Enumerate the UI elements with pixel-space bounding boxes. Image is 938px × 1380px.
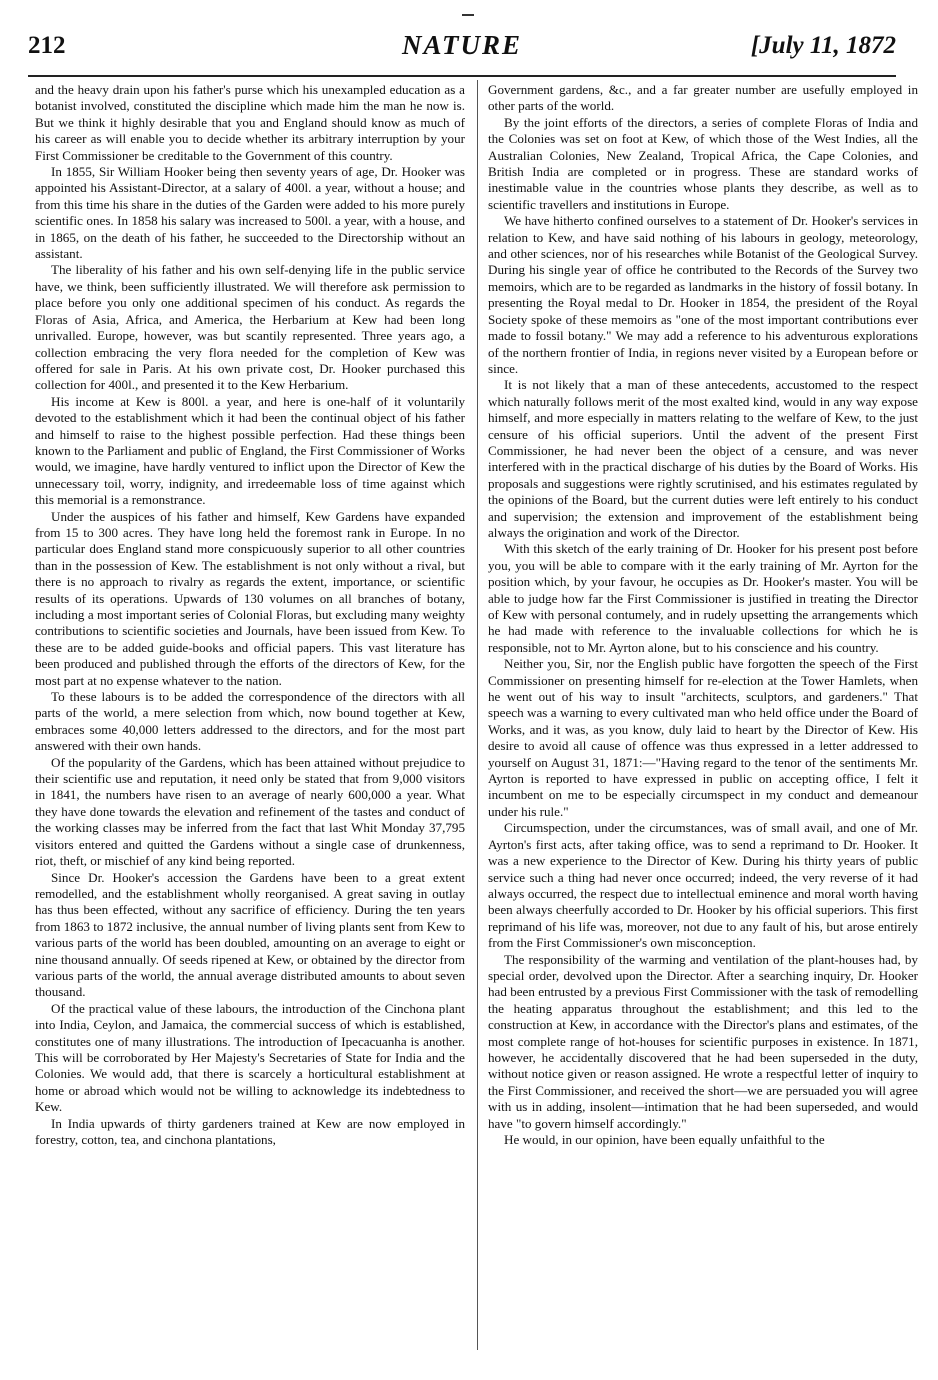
paragraph: In India upwards of thirty gardeners trained at Kew are now employed in forestry, cotton, tea, and cinchona plantations,	[35, 1115, 465, 1147]
paragraph: Circumspection, under the circumstances, was of small avail, and one of Mr. Ayrton's first acts, after taking office, was to send a reprimand to Dr. Hooker. It was a new experience to the Director of Kew. During his thirty years of public service such a thing had never once occurred; indeed, the very reverse of it had always occurred, the respect due to intellectual eminence and moral worth having been always cheerfully accorded to Dr. Hooker by his official superiors. This first reprimand of his life was, moreover, not due to any fault of his, but arose entirely from the First Commissioner's own misconception.	[488, 820, 918, 951]
paragraph: His income at Kew is 800l. a year, and here is one-half of it voluntarily devoted to the establishment which it had been the continual object of his father and himself to raise to the highest possible perfection. Had these things been known to the Parliament and public of England, the First Commissioner of Works would, we imagine, have hardly ventured to inflict upon the Director of Kew the unnecessary toil, worry, indignity, and irredeemable loss of time against which this memorial is a remonstrance.	[35, 393, 465, 508]
header-rule	[28, 75, 896, 77]
right-column	[488, 82, 918, 1148]
paragraph: To these labours is to be added the correspondence of the directors with all parts of the world, a mere selection from which, now bound together at Kew, embraces some 40,000 letters addressed to the directors, and for the most part answered with their own hands.	[35, 689, 465, 754]
column-divider	[477, 80, 478, 1350]
paragraph: We have hitherto confined ourselves to a statement of Dr. Hooker's services in relation to Kew, and have said nothing of his labours in geology, meteorology, and other sciences, nor of his researches while Botanist of the Geological Survey. During his single year of office he contributed to the Records of the Survey two memoirs, which are to be regarded as landmarks in the history of fossil botany. In presenting the Royal medal to Dr. Hooker in 1854, the president of the Royal Society spoke of these memoirs as "one of the most important contributions ever made to fossil botany." We may add a reference to his adventurous explorations of the northern frontier of India, in regions never visited by a European before or since.	[488, 213, 918, 376]
paragraph: It is not likely that a man of these antecedents, accustomed to the respect which naturally follows merit of the most exalted kind, would in any way expose himself, and more especially in matters relating to the welfare of Kew, to the just censure of his official superiors. Until the advent of the present First Commissioner, he had never been the object of a censure, and was never interfered with in the practical discharge of his duties by the Board of Works. His proposals and suggestions were rightly scrutinised, and his estimates regulated by the opinions of the Board, but the current duties were left entirely to his conduct and supervision; the extension and improvement of the establishment being always the origination and work of the Director.	[488, 377, 918, 540]
paragraph: The liberality of his father and his own self-denying life in the public service have, we think, been sufficiently illustrated. We will therefore ask permission to place before you only one additional specimen of his conduct. As regards the Floras of Asia, Africa, and America, the Herbarium at Kew had been long unrivalled. Europe, however, was but scantily represented. Three years ago, a collection embracing the very flora needed for the completion of Kew was offered for sale in Paris. At his own private cost, Dr. Hooker purchased this collection for 400l., and presented it to the Kew Herbarium.	[35, 262, 465, 393]
journal-title: NATURE	[401, 30, 523, 60]
paragraph: Neither you, Sir, nor the English public have forgotten the speech of the First Commissioner on presenting himself for re-election at the Tower Hamlets, when he went out of his way to insult "architects, sculptors, and gardeners." That speech was a warning to every cultivated man who held office under the Board of Works, and it was, as you know, duly laid to heart by the Director of Kew. His desire to avoid all cause of offence was thus expressed in a letter addressed to yourself on August 31, 1871:—"Having regard to the tenor of the sentiments Mr. Ayrton is reported to have expressed in public on accepting office, I felt it incumbent on me to be especially circumspect in my conduct and demeanour under his rule."	[488, 656, 918, 819]
top-mark	[462, 14, 474, 16]
page-number: 212	[28, 32, 66, 59]
paragraph: By the joint efforts of the directors, a series of complete Floras of India and the Colonies was set on foot at Kew, of which those of the West Indies, all the Australian Colonies, New Zealand, Tropical Africa, the Cape Colonies, and British India are completed or in progress. These are standard works of inestimable value in the countries whose plants they describe, as well as to scientific travellers and institutions in Europe.	[488, 114, 918, 212]
paragraph: and the heavy drain upon his father's purse which his unexampled education as a botanist involved, constituted the discipline which made him the man he now is. But we think it highly desirable that you and England should know as much of his career as will enable you to decide whether its arbitrary interruption by your First Commissioner be creditable to the Government of this country.	[35, 82, 465, 163]
paragraph: Since Dr. Hooker's accession the Gardens have been to a great extent remodelled, and the establishment wholly reorganised. A great saving in outlay has thus been effected, without any sacrifice of efficiency. During the ten years from 1863 to 1872 inclusive, the annual number of living plants sent from Kew to various parts of the world has been doubled, amounting on an average to eight or nine thousand annually. Of seeds ripened at Kew, or obtained by the director from various parts of the world, the annual average distributed amounts to about seven thousand.	[35, 869, 465, 1000]
paragraph: In 1855, Sir William Hooker being then seventy years of age, Dr. Hooker was appointed his Assistant-Director, at a salary of 400l. a year, without a house; and from this time his share in the duties of the Garden were added to his more purely scientific ones. In 1858 his salary was increased to 500l. a year, with a house, and in 1865, on the death of his father, he succeeded to the Directorship without an assistant.	[35, 164, 465, 262]
page-header	[28, 30, 896, 64]
paragraph: Of the practical value of these labours, the introduction of the Cinchona plant into India, Ceylon, and Jamaica, the commercial success of which is established, constitutes one of many illustrations. The introduction of Ipecacuanha is another. This will be corroborated by Her Majesty's Secretaries of State for India and the Colonies. We would add, that there is scarcely a horticultural establishment at home or abroad which would not be willing to acknowledge its indebtedness to Kew.	[35, 1000, 465, 1115]
paragraph: He would, in our opinion, have been equally unfaithful to the	[504, 1132, 825, 1147]
left-column	[35, 82, 465, 1148]
paragraph: With this sketch of the early training of Dr. Hooker for his present post before you, you will be able to compare with it the early training of Mr. Ayrton for the position which, by your favour, he occupies as Dr. Hooker's master. You will be able to judge how far the First Commissioner is justified in treating the Director of Kew with personal contumely, and in rudely upsetting the arrangements which he had made with reference to the invaluable collections for which he is responsible, not to Mr. Ayrton alone, but to his conscience and his country.	[488, 541, 918, 655]
paragraph: Under the auspices of his father and himself, Kew Gardens have expanded from 15 to 300 acres. They have long held the foremost rank in Europe. In no particular does England stand more conspicuously superior to all other countries than in the possession of Kew. The establishment is not only without a rival, but there is no approach to rivalry as regards the extent, importance, or scientific results of its operations. Upwards of 130 volumes on all branches of botany, including a most important series of Colonial Floras, but excluding many weighty contributions to scientific societies and Journals, have been issued from Kew. To these are to be added guide-books and official papers. This vast literature has been produced and published through the efforts of the directors of Kew, for the most part at no expense whatever to the nation.	[35, 508, 465, 688]
paragraph: Government gardens, &c., and a far greater number are usefully employed in other parts of the world.	[488, 82, 918, 114]
issue-date: [July 11, 1872	[750, 32, 896, 59]
paragraph: Of the popularity of the Gardens, which has been attained without prejudice to their scientific use and reputation, it need only be stated that from 9,000 visitors in 1841, the numbers have risen to an average of nearly 600,000 a year. What they have done towards the elevation and refinement of the tastes and conduct of the working classes may be inferred from the fact that last Whit Monday 37,795 visitors entered and quitted the Gardens without a single case of drunkenness, riot, theft, or mischief of any kind being reported.	[35, 754, 465, 869]
paragraph: The responsibility of the warming and ventilation of the plant-houses had, by special order, devolved upon the Director. After a searching inquiry, Dr. Hooker had been entrusted by a previous First Commissioner with the task of remodelling the heating apparatus throughout the establishment; and this led to the construction at Kew, in accordance with the Director's plans and estimates, of the most complete range of hot-houses for scientific purposes in existence. In 1871, however, he accidentally discovered that he had been superseded in the duty, without notice given or reason assigned. He wrote a respectful letter of inquiry to the First Commissioner, and received the short—we are persuaded you will agree with us in adding, insolent—intimation that he had been superseded, and would have "to govern himself accordingly."	[488, 951, 918, 1131]
